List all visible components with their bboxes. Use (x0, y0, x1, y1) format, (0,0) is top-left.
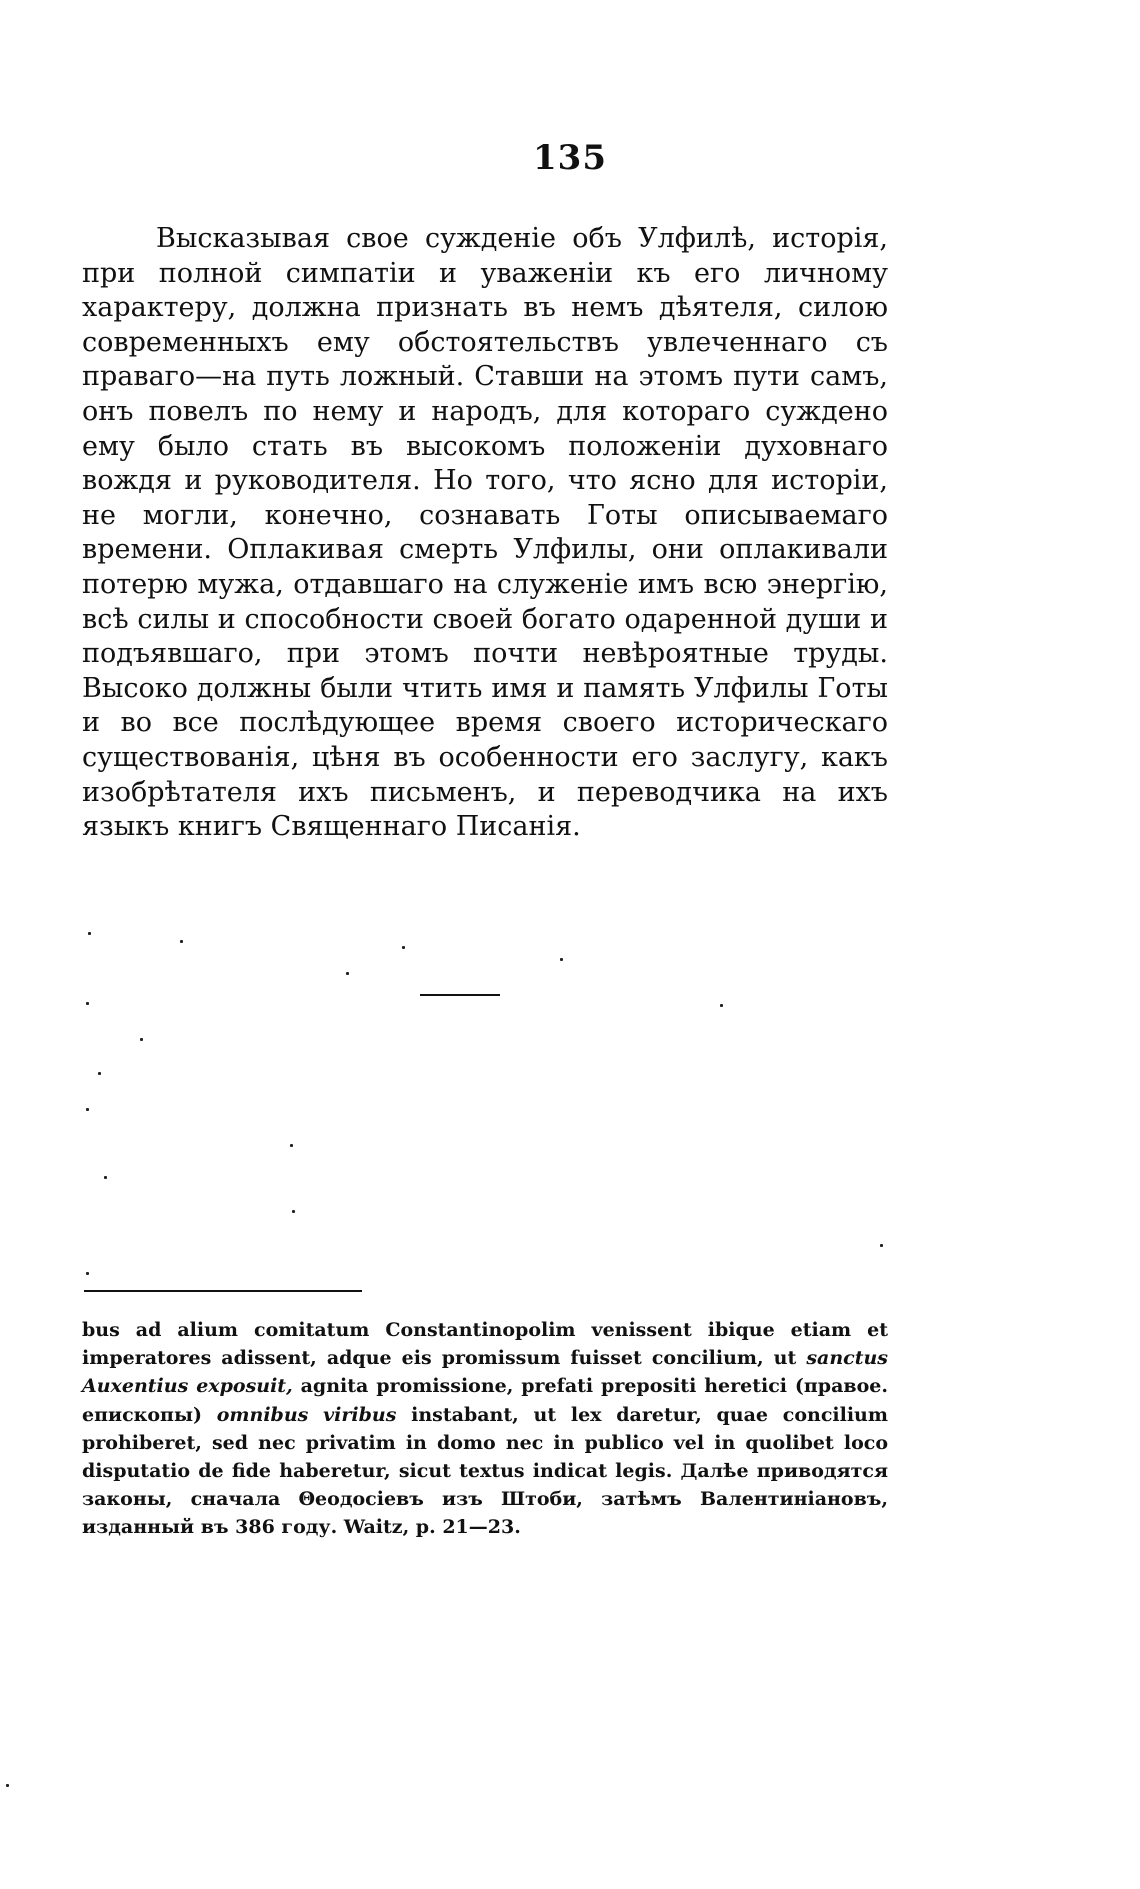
scan-speck (346, 972, 349, 975)
scan-speck (402, 946, 405, 949)
scan-speck (86, 1002, 89, 1005)
scan-speck (140, 1038, 143, 1041)
footnote-text-part2: agnita promissione, prefati prepositi heretici (правое. епископы) (82, 1375, 888, 1426)
scan-speck (104, 1176, 107, 1179)
scan-speck (86, 1108, 89, 1111)
scan-speck (6, 1784, 9, 1787)
footnote-separator (84, 1290, 362, 1292)
scan-speck (292, 1210, 295, 1213)
page-number: 135 (533, 138, 607, 178)
footnote-text-part1: bus ad alium comitatum Constantinopolim venissent ibique etiam et imperatores adissent, adque eis promissum fuisset concilium, ut (82, 1319, 888, 1370)
scan-speck (880, 1244, 883, 1247)
scan-speck (560, 958, 563, 961)
footnote (82, 1316, 888, 1542)
separator-short (420, 994, 500, 996)
footnote-italic-2: omnibus viribus (216, 1403, 397, 1426)
scan-speck (180, 940, 183, 943)
scan-speck (720, 1004, 723, 1007)
footnote-italic-1: sanctus Auxentius exposuit, (82, 1347, 888, 1398)
footnote-text-part3: instabant, ut lex daretur, quae concilium prohiberet, sed nec privatim in domo nec in publico vel in quolibet loco disputatio de fide haberetur, sicut textus indicat legis. Далѣе приводятся законы, сначала Θеодосіевъ изъ Штоби, затѣмъ Валентиніановъ, изданный въ 386 году. Waitz, p. 21—23. (82, 1403, 888, 1539)
body-paragraph: Высказывая свое сужденіе объ Улфилѣ, исторія, при полной симпатіи и уваженіи къ его личному характеру, должна признать въ немъ дѣятеля, силою современныхъ ему обстоятельствъ увлеченнаго съ праваго—на путь ложный. Ставши на этомъ пути самъ, онъ повелъ по нему и народъ, для котораго суждено ему было стать въ высокомъ положеніи духовнаго вождя и руководителя. Но того, что ясно для исторіи, не могли, конечно, сознавать Готы описываемаго времени. Оплакивая смерть Улфилы, они оплакивали потерю мужа, отдавшаго на служеніе имъ всю энергію, всѣ силы и способности своей богато одаренной души и подъявшаго, при этомъ почти невѣроятные труды. Высоко должны были чтить имя и память Улфилы Готы и во все послѣдующее время своего историческаго существованія, цѣня въ особенности его заслугу, какъ изобрѣтателя ихъ письменъ, и переводчика на ихъ языкъ книгъ Священнаго Писанія. (82, 223, 888, 843)
scan-speck (86, 1272, 89, 1275)
scan-speck (88, 932, 91, 935)
scan-speck (290, 1144, 293, 1147)
scan-speck (98, 1072, 101, 1075)
